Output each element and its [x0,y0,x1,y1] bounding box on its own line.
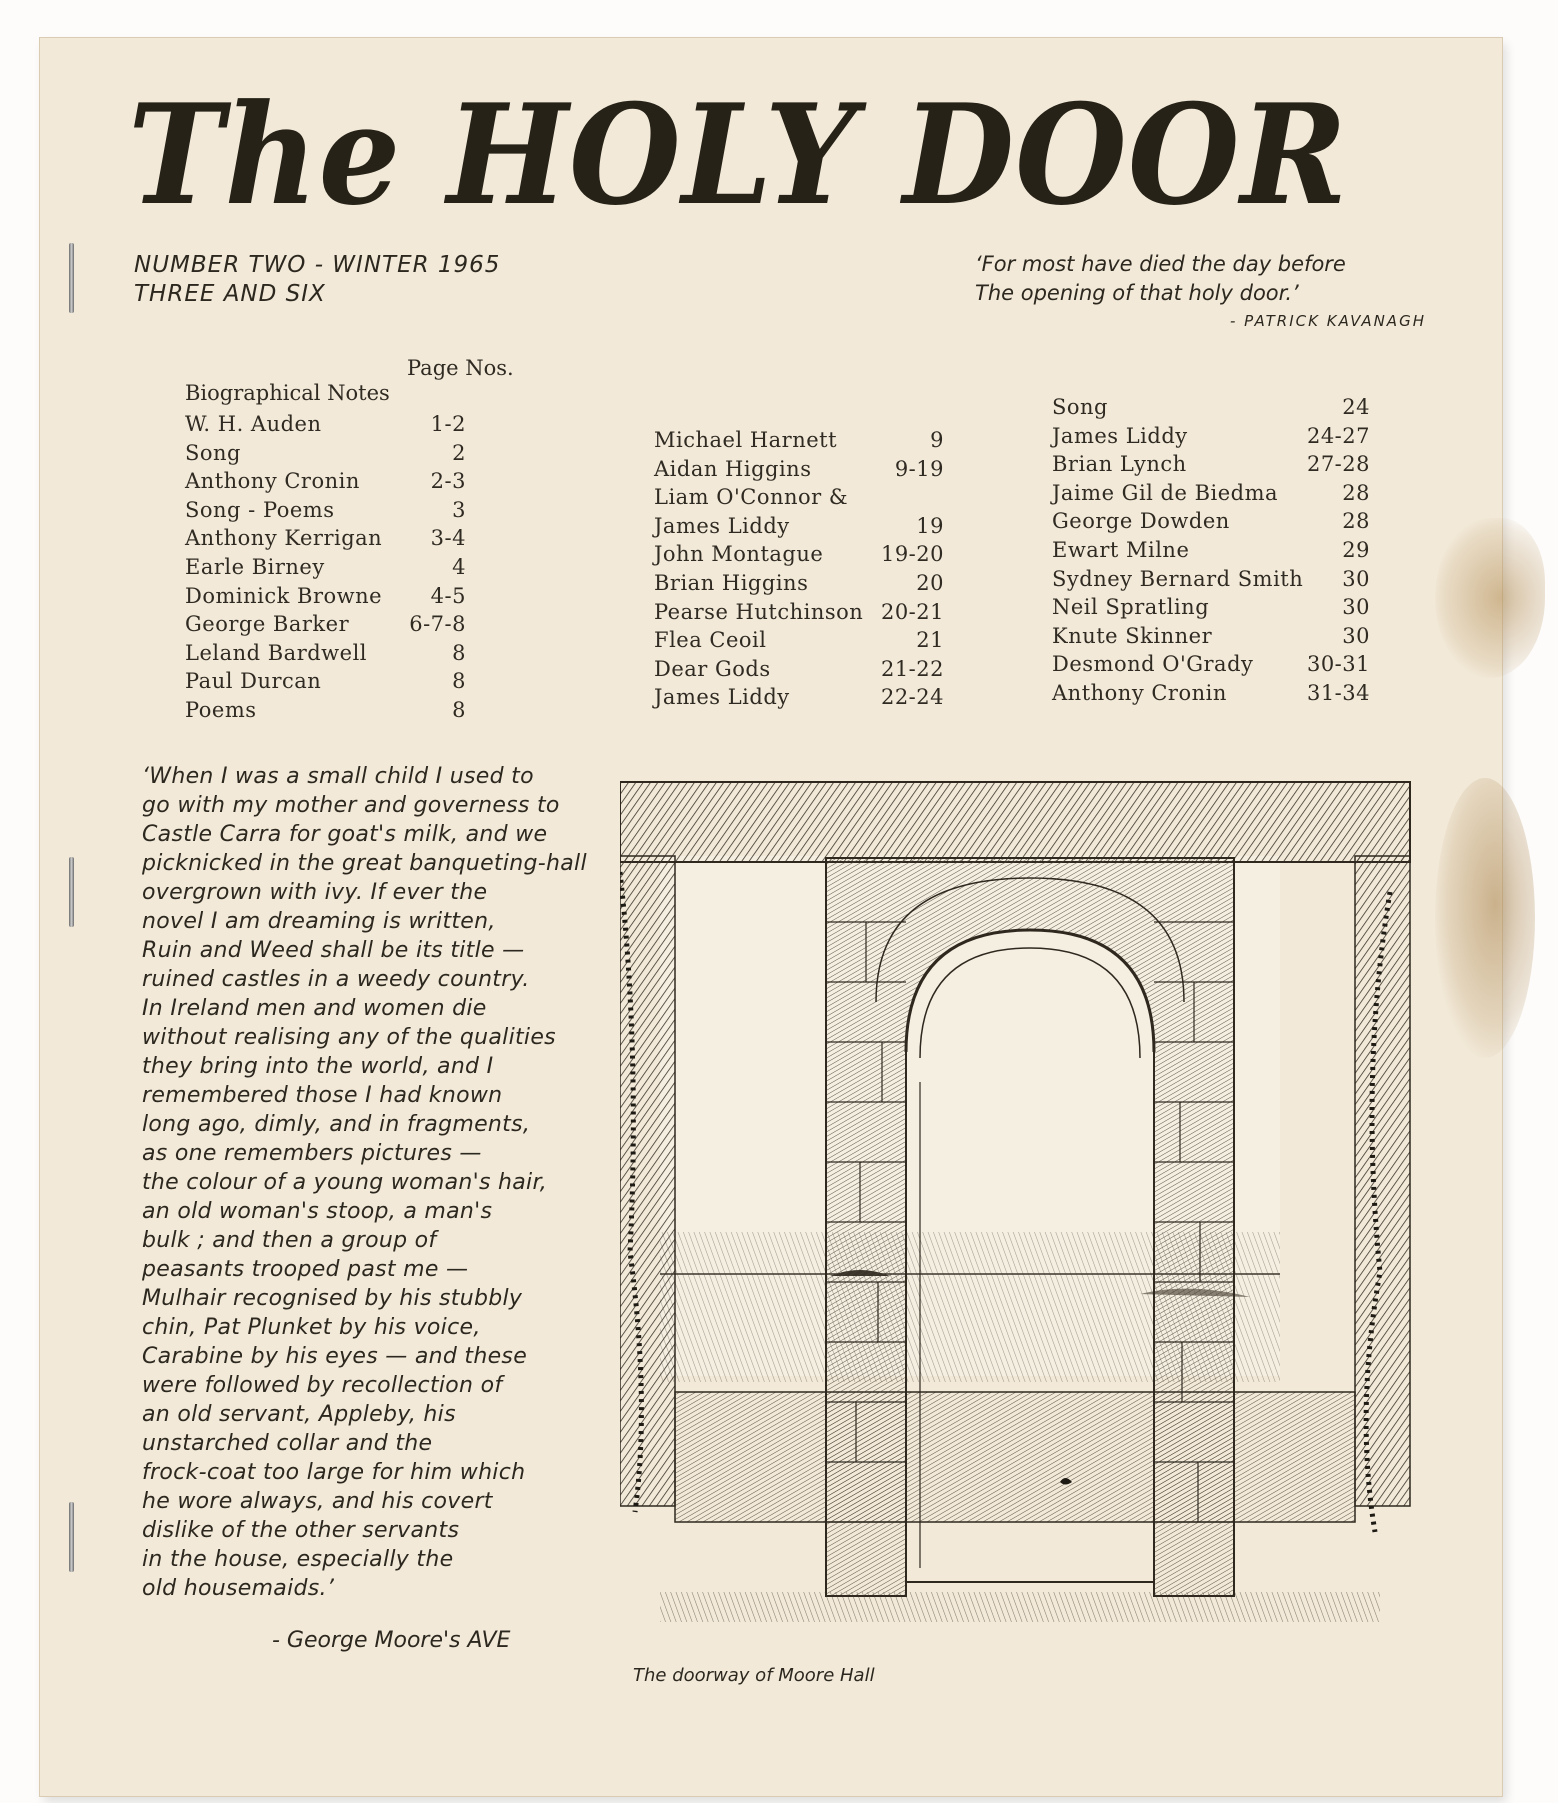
contents-entry-pages: 3-4 [430,526,466,551]
contents-entry-pages: 28 [1342,480,1370,505]
contents-column-3 [1052,393,1370,708]
contents-entry [185,467,466,496]
contents-entry [1052,536,1370,565]
quote-line: the colour of a young woman's hair, [142,1170,548,1195]
contents-entry [1052,679,1370,708]
epigraph-attribution: - PATRICK KAVANAGH [1230,312,1426,330]
contents-entry-title: Liam O'Connor & [654,485,849,510]
contents-entry-pages: 30 [1342,595,1370,620]
contents-entry-title: Brian Higgins [654,570,809,595]
contents-entry-title: Song [1052,395,1108,419]
contents-entry-pages: 9 [930,428,944,452]
contents-column-1 [185,381,466,725]
contents-entry-title: George Barker [185,612,350,637]
contents-entry-pages: 9-19 [894,456,944,481]
contents-column-2 [654,426,944,712]
epigraph-line: The opening of that holy door.’ [975,281,1299,305]
contents-entry-pages: 20 [916,570,944,595]
quote-line: go with my mother and governess to [142,793,560,818]
contents-entry [185,439,466,468]
contents-entry-title: Ewart Milne [1052,537,1190,562]
quote-line: in the house, especially the [142,1547,454,1572]
quote-line: Ruin and Weed shall be its title — [142,938,525,963]
quote-line: long ago, dimly, and in fragments, [142,1112,531,1137]
contents-entry [654,655,944,684]
contents-entry-pages: 24-27 [1306,423,1370,448]
illustration-caption: The doorway of Moore Hall [633,1665,875,1686]
contents-entry-pages: 30 [1342,623,1370,648]
issue-price: THREE AND SIX [134,281,326,307]
contents-entry-pages: 8 [452,669,466,694]
quote-line: bulk ; and then a group of [142,1228,437,1253]
contents-entry-title: Anthony Cronin [185,469,360,494]
contents-entry-title: James Liddy [1052,423,1188,448]
quote-line: were followed by recollection of [142,1373,503,1398]
contents-entry-title: Poems [185,697,257,722]
quote-attribution: - George Moore's AVE [272,1628,511,1653]
contents-entry-pages: 30 [1342,566,1370,591]
contents-entry-pages: 19 [916,513,944,538]
masthead-title: The HOLY DOOR [128,73,1349,236]
quote-line: Mulhair recognised by his stubbly [142,1286,523,1311]
quote-line: peasants trooped past me — [142,1257,469,1282]
quote-line: remembered those I had known [142,1083,503,1108]
epigraph [975,250,1455,308]
quote-line: an old servant, Appleby, his [142,1402,456,1427]
contents-entry-title: Paul Durcan [185,669,322,694]
water-stain [1435,518,1545,678]
contents-entry [1052,450,1370,479]
contents-entry-pages: 1-2 [430,412,466,436]
contents-entry [1052,622,1370,651]
quote-line: Carabine by his eyes — and these [142,1344,528,1369]
water-stain [1435,778,1535,1058]
quote-line: In Ireland men and women die [142,996,487,1021]
contents-entry-pages: 27-28 [1306,452,1370,477]
contents-entry-title: Song [185,440,241,465]
contents-entry-title: Sydney Bernard Smith [1052,566,1304,591]
contents-entry-title: Song - Poems [185,497,335,522]
contents-entry-title: Brian Lynch [1052,452,1187,477]
contents-entry-title: Anthony Kerrigan [185,526,383,551]
contents-entry [654,569,944,598]
contents-entry-pages: 31-34 [1306,680,1370,705]
contents-entry-pages: 19-20 [880,542,944,567]
contents-entry [1052,565,1370,594]
quote-line: an old woman's stoop, a man's [142,1199,493,1224]
contents-entry-title: Dominick Browne [185,583,383,608]
contents-entry [1052,422,1370,451]
quote-line: frock-coat too large for him which [142,1460,526,1485]
contents-entry [654,626,944,655]
quote-line: without realising any of the qualities [142,1025,556,1050]
contents-entry-pages: 28 [1342,509,1370,534]
contents-entry [654,512,944,541]
contents-entry-title: Leland Bardwell [185,640,368,665]
contents-entry [185,667,466,696]
contents-entry [654,455,944,484]
contents-entry-title: Pearse Hutchinson [654,599,864,624]
contents-entry-title: Desmond O'Grady [1052,652,1254,677]
staple [69,857,74,927]
quote-line: dislike of the other servants [142,1518,460,1543]
contents-entry [654,483,944,512]
contents-entry-title: James Liddy [654,685,790,710]
contents-entry-pages: 22-24 [880,685,944,710]
quote-line: they bring into the world, and I [142,1054,494,1079]
contents-entry [185,524,466,553]
contents-entry-pages: 2 [452,440,466,465]
quote-line: he wore always, and his covert [142,1489,493,1514]
contents-entry-pages: 4-5 [430,583,466,608]
quote-line: unstarched collar and the [142,1431,433,1456]
contents-entry [654,426,944,455]
contents-entry-pages: 20-21 [880,599,944,624]
contents-entry-pages: 24 [1342,395,1370,419]
contents-entry [1052,479,1370,508]
contents-entry-pages: 29 [1342,537,1370,562]
issue-number: NUMBER TWO - WINTER 1965 [134,252,501,278]
doorway-illustration [620,752,1420,1632]
quote-line: novel I am dreaming is written, [142,909,496,934]
contents-entry-pages: 3 [452,497,466,522]
contents-entry-title: Aidan Higgins [654,456,812,481]
quote-block [142,762,642,1603]
epigraph-line: ‘For most have died the day before [975,252,1346,276]
contents-entry-title: Dear Gods [654,656,771,681]
contents-entry [654,540,944,569]
contents-header: Page Nos. [407,356,514,380]
quote-line: as one remembers pictures — [142,1141,482,1166]
contents-entry [185,610,466,639]
contents-entry-title: Anthony Cronin [1052,680,1227,705]
contents-entry-title: Jaime Gil de Biedma [1052,480,1279,505]
quote-line: picknicked in the great banqueting-hall [142,851,587,876]
contents-entry-title: W. H. Auden [185,412,322,436]
staple [69,1502,74,1572]
contents-entry-pages: 2-3 [430,469,466,494]
quote-line: ruined castles in a weedy country. [142,967,530,992]
quote-line: Castle Carra for goat's milk, and we [142,822,548,847]
contents-entry-pages: 21-22 [880,656,944,681]
contents-entry [1052,593,1370,622]
contents-entry-pages: 8 [452,697,466,722]
contents-entry-pages: 21 [916,628,944,653]
contents-entry-title: Earle Birney [185,554,325,579]
contents-entry-title: John Montague [654,542,824,567]
contents-entry [185,582,466,611]
contents-entry [185,639,466,668]
contents-heading: Biographical Notes [185,381,390,405]
contents-entry-pages: 6-7-8 [409,612,466,637]
staple [69,243,74,313]
contents-entry [185,496,466,525]
contents-entry-title: Neil Spratling [1052,595,1210,620]
contents-entry [185,553,466,582]
contents-entry-title: Knute Skinner [1052,623,1213,648]
contents-entry [1052,507,1370,536]
contents-entry-pages: 30-31 [1306,652,1370,677]
contents-entry [1052,650,1370,679]
contents-entry [1052,393,1370,422]
contents-entry-title: Flea Ceoil [654,628,767,653]
contents-entry-title: George Dowden [1052,509,1230,534]
contents-entry-title: James Liddy [654,513,790,538]
contents-entry [654,598,944,627]
contents-entry [185,410,466,439]
quote-line: ‘When I was a small child I used to [142,764,534,789]
contents-entry [185,696,466,725]
contents-entry-pages: 8 [452,640,466,665]
quote-line: overgrown with ivy. If ever the [142,880,488,905]
quote-line: chin, Pat Plunket by his voice, [142,1315,481,1340]
contents-entry-title: Michael Harnett [654,428,838,452]
contents-entry [654,683,944,712]
quote-line: old housemaids.’ [142,1576,335,1601]
contents-entry-pages: 4 [452,554,466,579]
